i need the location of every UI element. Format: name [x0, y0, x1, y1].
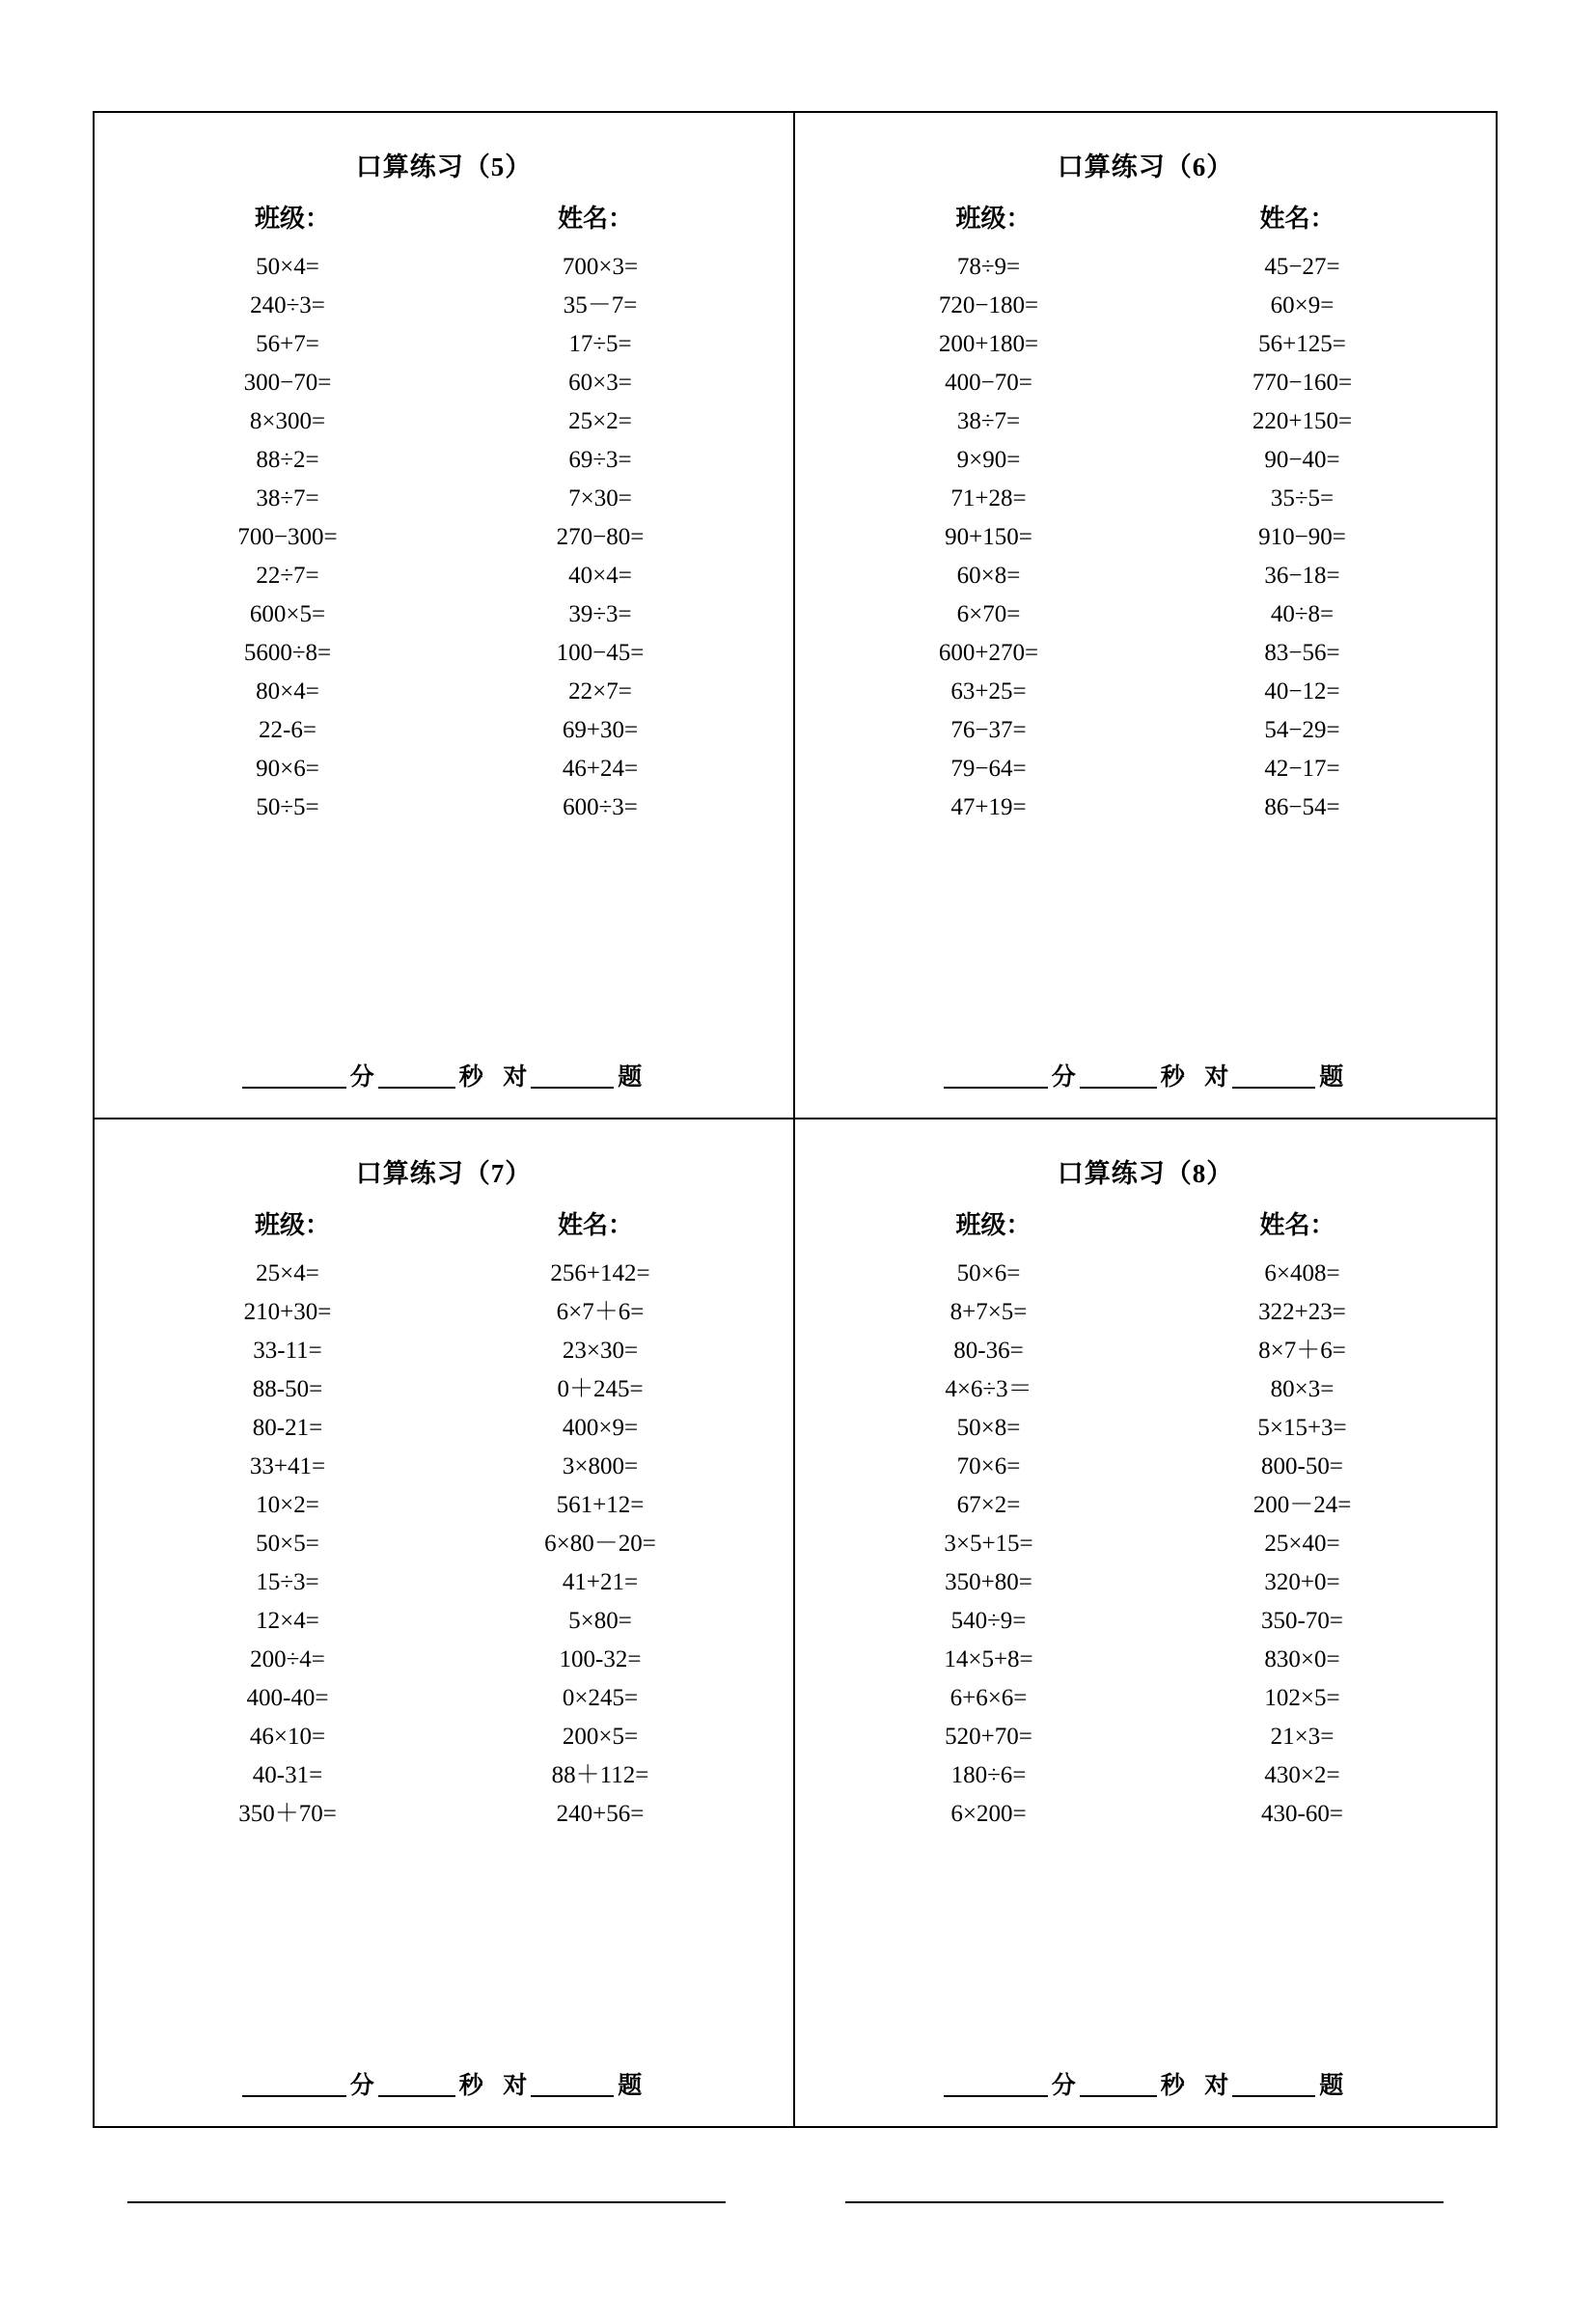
problem-item: 50×4= — [256, 254, 319, 280]
seconds-blank[interactable] — [1080, 1062, 1157, 1089]
problem-item: 270−80= — [556, 524, 645, 550]
problem-item: 88÷2= — [256, 447, 319, 473]
problem-item: 6×80－20= — [544, 1531, 656, 1557]
problem-item: 520+70= — [945, 1724, 1032, 1750]
identity-row — [131, 199, 757, 235]
correct-blank[interactable] — [531, 2070, 614, 2097]
problem-item: 90−40= — [1264, 447, 1340, 473]
problem-item: 70×6= — [956, 1453, 1021, 1479]
seconds-blank[interactable] — [378, 1062, 455, 1089]
problem-item: 6×408= — [1264, 1260, 1340, 1286]
problem-item: 9×90= — [956, 447, 1021, 473]
problem-item: 910−90= — [1258, 524, 1346, 550]
problem-item: 67×2= — [956, 1492, 1021, 1518]
minute-label: 分 — [1051, 1064, 1076, 1091]
problem-item: 102×5= — [1264, 1685, 1340, 1711]
correct-blank[interactable] — [1232, 1062, 1315, 1089]
problem-item: 80×3= — [1270, 1376, 1335, 1402]
problem-item: 40×4= — [568, 563, 632, 589]
problem-item: 80×4= — [256, 678, 319, 705]
seconds-blank[interactable] — [378, 2070, 455, 2097]
correct-blank[interactable] — [531, 1062, 614, 1089]
worksheet-page — [93, 111, 1498, 2128]
name-label: 姓名： — [1259, 205, 1335, 233]
problem-item: 200+180= — [938, 331, 1039, 357]
problem-item: 88-50= — [252, 1376, 323, 1402]
problem-item: 90+150= — [945, 524, 1032, 550]
problem-item: 200－24= — [1252, 1492, 1352, 1518]
problem-item: 210+30= — [243, 1299, 332, 1325]
problem-item: 561+12= — [556, 1492, 645, 1518]
problem-item: 17÷5= — [568, 331, 632, 357]
problem-item: 71+28= — [950, 485, 1027, 511]
class-label: 班级： — [955, 1211, 1032, 1239]
problem-item: 22-6= — [259, 717, 316, 743]
problem-item: 35－7= — [563, 292, 638, 318]
problem-item: 15÷3= — [256, 1569, 319, 1595]
problem-item: 256+142= — [550, 1260, 650, 1286]
minute-label: 分 — [349, 2073, 374, 2099]
problem-item: 23×30= — [562, 1338, 639, 1364]
problem-item: 8×7＋6= — [1258, 1338, 1346, 1364]
problem-item: 8+7×5= — [949, 1299, 1028, 1325]
cut-mark-right — [845, 2201, 1444, 2203]
problem-item: 50×6= — [956, 1260, 1021, 1286]
questions-label: 题 — [1319, 1064, 1344, 1091]
problem-item: 33-11= — [253, 1338, 322, 1364]
problem-item: 40-31= — [252, 1762, 323, 1788]
problem-item: 540÷9= — [950, 1608, 1027, 1634]
problem-item: 600×5= — [249, 601, 326, 627]
problem-list — [131, 248, 757, 827]
questions-label: 题 — [618, 2073, 643, 2099]
problem-item: 25×2= — [568, 408, 632, 434]
problem-item: 80-21= — [252, 1415, 323, 1441]
problem-item: 56+7= — [256, 331, 319, 357]
problem-item: 0＋245= — [557, 1376, 644, 1402]
problem-item: 46+24= — [562, 756, 639, 782]
sheet-title: 口算练习（5） — [355, 152, 533, 181]
problem-item: 41+21= — [562, 1569, 639, 1595]
questions-label: 题 — [618, 1064, 643, 1091]
questions-label: 题 — [1319, 2073, 1344, 2099]
score-footer — [95, 1058, 793, 1092]
correct-label: 对 — [1204, 2073, 1229, 2099]
problem-item: 350+80= — [945, 1569, 1032, 1595]
problem-item: 60×3= — [568, 370, 632, 396]
worksheet-quadrant-5 — [95, 113, 795, 1119]
problem-list — [832, 248, 1459, 827]
class-label: 班级： — [254, 1211, 330, 1239]
minutes-blank[interactable] — [944, 2070, 1048, 2097]
problem-item: 322+23= — [1258, 1299, 1346, 1325]
problem-item: 69÷3= — [568, 447, 632, 473]
problem-item: 200÷4= — [250, 1646, 325, 1672]
problem-item: 6+6×6= — [949, 1685, 1028, 1711]
second-label: 秒 — [1160, 2073, 1185, 2099]
problem-item: 50×5= — [256, 1531, 319, 1557]
problem-item: 50×8= — [956, 1415, 1021, 1441]
identity-row — [832, 199, 1459, 235]
problem-item: 69+30= — [562, 717, 639, 743]
problem-item: 600+270= — [938, 640, 1039, 666]
problem-item: 38÷7= — [256, 485, 319, 511]
problem-item: 3×800= — [562, 1453, 639, 1479]
correct-blank[interactable] — [1232, 2070, 1315, 2097]
problem-item: 46×10= — [249, 1724, 326, 1750]
score-footer — [95, 2066, 793, 2101]
problem-item: 45−27= — [1264, 254, 1340, 280]
problem-item: 350-70= — [1261, 1608, 1343, 1634]
problem-item: 400−70= — [945, 370, 1032, 396]
minute-label: 分 — [349, 1064, 374, 1091]
worksheet-grid — [93, 111, 1498, 2128]
problem-item: 5×80= — [568, 1608, 632, 1634]
problem-item: 200×5= — [562, 1724, 639, 1750]
problem-item: 6×7＋6= — [556, 1299, 645, 1325]
problem-item: 47+19= — [950, 794, 1027, 820]
problem-item: 350＋70= — [238, 1801, 337, 1827]
seconds-blank[interactable] — [1080, 2070, 1157, 2097]
second-label: 秒 — [458, 2073, 483, 2099]
problem-item: 8×300= — [249, 408, 326, 434]
name-label: 姓名： — [557, 205, 633, 233]
problem-item: 430-60= — [1261, 1801, 1343, 1827]
identity-row — [131, 1205, 757, 1241]
correct-label: 对 — [503, 2073, 528, 2099]
problem-list — [131, 1255, 757, 1834]
problem-item: 63+25= — [950, 678, 1027, 705]
problem-item: 42−17= — [1264, 756, 1340, 782]
correct-label: 对 — [503, 1064, 528, 1091]
sheet-title: 口算练习（6） — [1057, 152, 1234, 181]
problem-item: 5×15+3= — [1257, 1415, 1347, 1441]
problem-item: 6×200= — [950, 1801, 1027, 1827]
problem-item: 240÷3= — [250, 292, 325, 318]
problem-item: 40−12= — [1264, 678, 1340, 705]
problem-item: 770−160= — [1252, 370, 1353, 396]
problem-item: 320+0= — [1264, 1569, 1340, 1595]
problem-list — [832, 1255, 1459, 1834]
problem-item: 300−70= — [243, 370, 332, 396]
problem-item: 100-32= — [559, 1646, 642, 1672]
problem-item: 180÷6= — [950, 1762, 1027, 1788]
problem-item: 50÷5= — [256, 794, 319, 820]
problem-item: 12×4= — [256, 1608, 319, 1634]
minutes-blank[interactable] — [242, 2070, 346, 2097]
problem-item: 60×8= — [956, 563, 1021, 589]
problem-item: 79−64= — [950, 756, 1027, 782]
second-label: 秒 — [1160, 1064, 1185, 1091]
problem-item: 700−300= — [237, 524, 338, 550]
problem-item: 21×3= — [1270, 1724, 1335, 1750]
score-footer — [795, 1058, 1496, 1092]
problem-item: 7×30= — [568, 485, 632, 511]
problem-item: 14×5+8= — [944, 1646, 1033, 1672]
problem-item: 56+125= — [1258, 331, 1346, 357]
problem-item: 10×2= — [256, 1492, 319, 1518]
cut-mark-left — [127, 2201, 726, 2203]
problem-item: 54−29= — [1264, 717, 1340, 743]
worksheet-quadrant-7 — [95, 1119, 795, 2126]
sheet-title: 口算练习（8） — [1057, 1159, 1234, 1188]
problem-item: 25×40= — [1264, 1531, 1340, 1557]
problem-item: 700×3= — [562, 254, 639, 280]
problem-item: 240+56= — [556, 1801, 645, 1827]
problem-item: 60×9= — [1270, 292, 1335, 318]
minute-label: 分 — [1051, 2073, 1076, 2099]
problem-item: 80-36= — [953, 1338, 1024, 1364]
problem-item: 4×6÷3＝ — [945, 1376, 1032, 1402]
problem-item: 25×4= — [256, 1260, 319, 1286]
problem-item: 88＋112= — [551, 1762, 649, 1788]
problem-item: 5600÷8= — [243, 640, 332, 666]
problem-item: 400-40= — [246, 1685, 329, 1711]
problem-item: 400×9= — [562, 1415, 639, 1441]
problem-item: 38÷7= — [956, 408, 1021, 434]
problem-item: 100−45= — [556, 640, 645, 666]
problem-item: 430×2= — [1264, 1762, 1340, 1788]
class-label: 班级： — [955, 205, 1032, 233]
problem-item: 0×245= — [562, 1685, 639, 1711]
second-label: 秒 — [458, 1064, 483, 1091]
minutes-blank[interactable] — [944, 1062, 1048, 1089]
problem-item: 6×70= — [956, 601, 1021, 627]
problem-item: 33+41= — [249, 1453, 326, 1479]
problem-item: 76−37= — [950, 717, 1027, 743]
problem-item: 36−18= — [1264, 563, 1340, 589]
name-label: 姓名： — [1259, 1211, 1335, 1239]
problem-item: 720−180= — [938, 292, 1039, 318]
name-label: 姓名： — [557, 1211, 633, 1239]
problem-item: 800-50= — [1261, 1453, 1343, 1479]
problem-item: 83−56= — [1264, 640, 1340, 666]
score-footer — [795, 2066, 1496, 2101]
identity-row — [832, 1205, 1459, 1241]
problem-item: 90×6= — [256, 756, 319, 782]
correct-label: 对 — [1204, 1064, 1229, 1091]
problem-item: 78÷9= — [956, 254, 1021, 280]
problem-item: 22÷7= — [256, 563, 319, 589]
problem-item: 600÷3= — [563, 794, 638, 820]
problem-item: 39÷3= — [568, 601, 632, 627]
problem-item: 220+150= — [1252, 408, 1353, 434]
worksheet-quadrant-6 — [795, 113, 1496, 1119]
problem-item: 830×0= — [1264, 1646, 1340, 1672]
class-label: 班级： — [254, 205, 330, 233]
worksheet-quadrant-8 — [795, 1119, 1496, 2126]
problem-item: 22×7= — [568, 678, 632, 705]
problem-item: 35÷5= — [1270, 485, 1335, 511]
problem-item: 40÷8= — [1270, 601, 1335, 627]
minutes-blank[interactable] — [242, 1062, 346, 1089]
sheet-title: 口算练习（7） — [355, 1159, 533, 1188]
problem-item: 86−54= — [1264, 794, 1340, 820]
problem-item: 3×5+15= — [944, 1531, 1033, 1557]
